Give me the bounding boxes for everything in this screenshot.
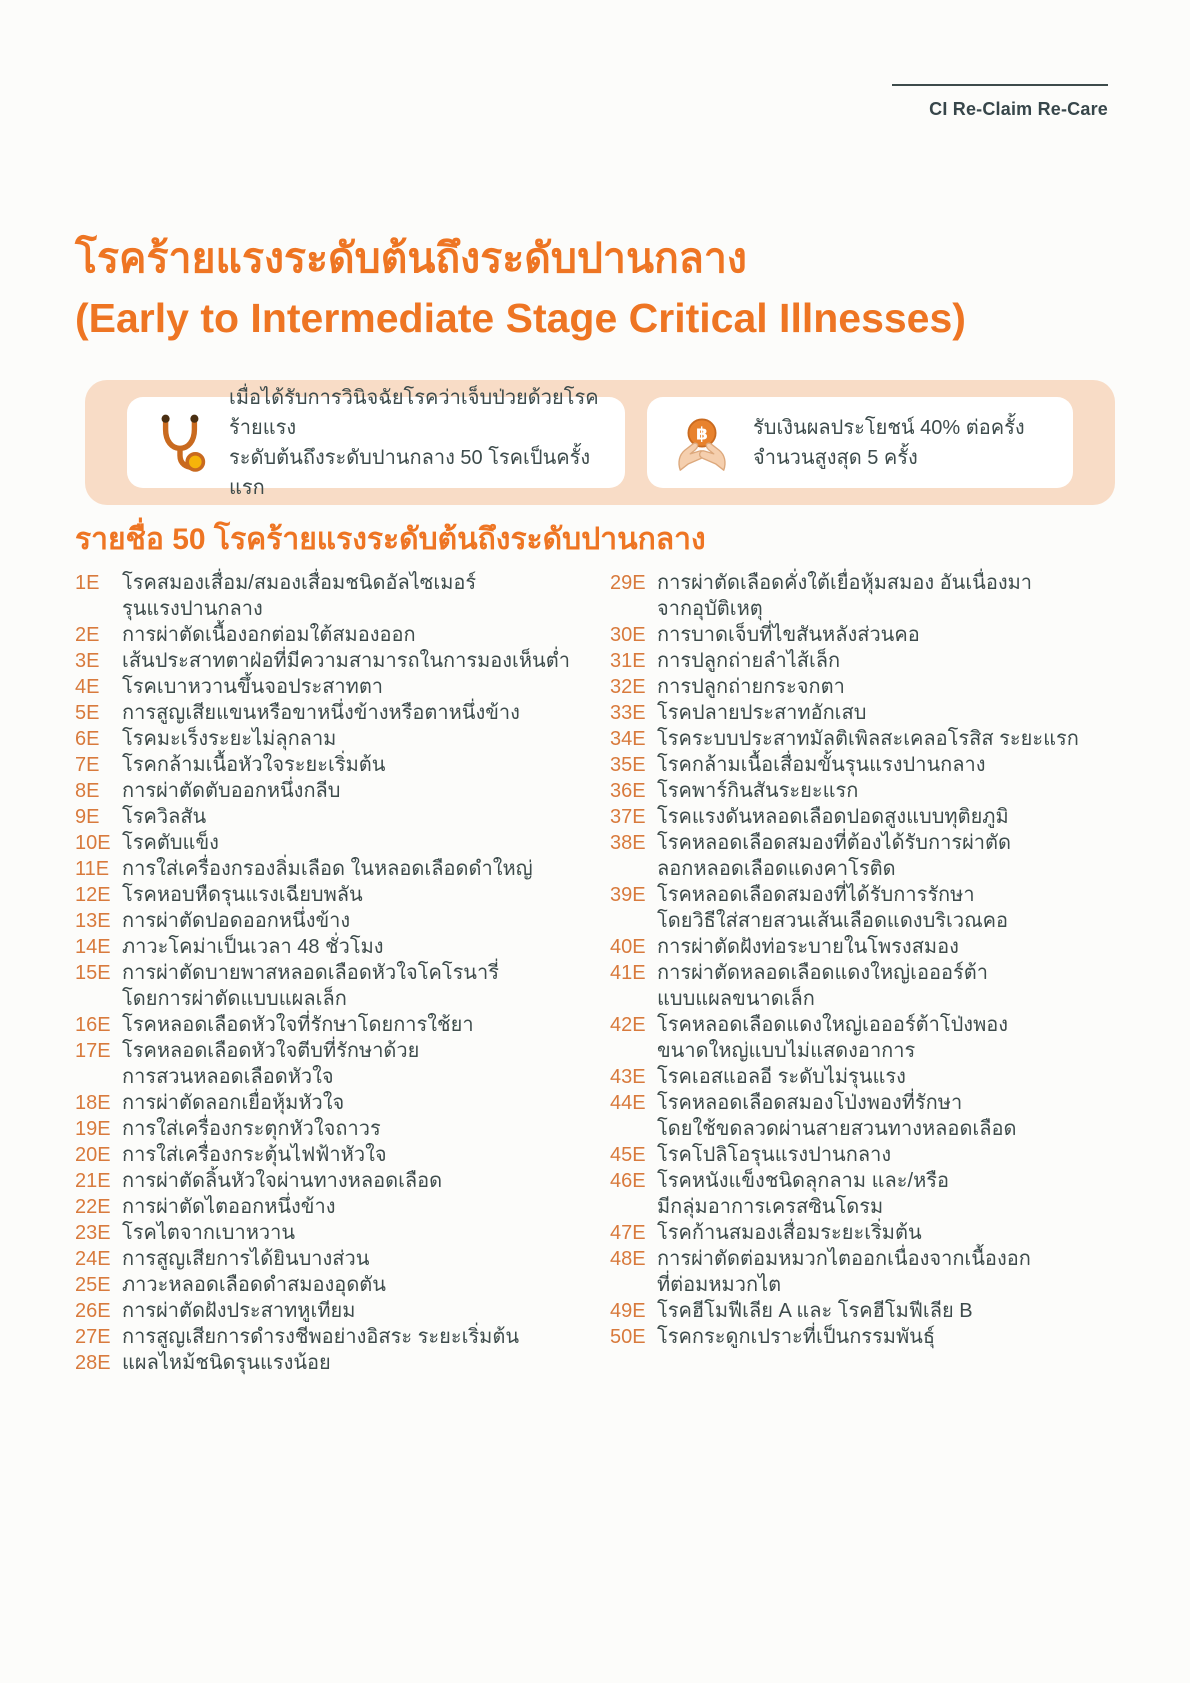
item-code: 29E xyxy=(610,572,646,594)
item-code: 43E xyxy=(610,1066,646,1088)
item-text xyxy=(122,1038,419,1090)
item-text-line: การใส่เครื่องกระตุกหัวใจถาวร xyxy=(122,1118,381,1140)
item-text xyxy=(657,674,845,700)
list-item xyxy=(75,1220,610,1246)
item-text-line: การผ่าตัดปอดออกหนึ่งข้าง xyxy=(122,910,351,932)
item-text xyxy=(122,674,383,700)
item-text-line: แบบแผลขนาดเล็ก xyxy=(657,988,815,1010)
item-code: 48E xyxy=(610,1248,646,1270)
item-text xyxy=(122,934,384,960)
item-text xyxy=(122,778,341,804)
item-code: 47E xyxy=(610,1222,646,1244)
item-text-line: โดยการผ่าตัดแบบแผลเล็ก xyxy=(122,988,347,1010)
item-code: 17E xyxy=(75,1040,111,1062)
item-text-line: การปลูกถ่ายลำไส้เล็ก xyxy=(657,650,841,672)
list-item xyxy=(610,648,1115,674)
list-item xyxy=(75,752,610,778)
item-text xyxy=(122,622,416,648)
list-item xyxy=(75,1038,610,1090)
item-code: 10E xyxy=(75,832,111,854)
list-item xyxy=(75,908,610,934)
item-code: 9E xyxy=(75,806,100,828)
list-item xyxy=(610,1090,1115,1142)
item-code: 22E xyxy=(75,1196,111,1218)
item-text xyxy=(122,1350,331,1376)
page-title-line1: โรคร้ายแรงระดับต้นถึงระดับปานกลาง xyxy=(75,235,747,281)
list-item xyxy=(610,1168,1115,1220)
item-text xyxy=(122,1272,386,1298)
item-code: 6E xyxy=(75,728,100,750)
item-text-line: ขนาดใหญ่แบบไม่แสดงอาการ xyxy=(657,1040,916,1062)
item-text-line: โรคหลอดเลือดสมองที่ได้รับการรักษา xyxy=(657,884,975,906)
item-text-line: การสวนหลอดเลือดหัวใจ xyxy=(122,1066,334,1088)
item-text-line: โรคพาร์กินสันระยะแรก xyxy=(657,780,859,802)
list-item xyxy=(610,570,1115,622)
list-item xyxy=(75,674,610,700)
item-code: 39E xyxy=(610,884,646,906)
item-text-line: การผ่าตัดบายพาสหลอดเลือดหัวใจโคโรนารี่ xyxy=(122,962,499,984)
item-code: 44E xyxy=(610,1092,646,1114)
list-item xyxy=(610,1246,1115,1298)
item-text xyxy=(122,960,499,1012)
item-code: 36E xyxy=(610,780,646,802)
brand-text: CI Re-Claim Re-Care xyxy=(929,99,1108,119)
item-text xyxy=(657,1298,973,1324)
item-code: 37E xyxy=(610,806,646,828)
item-text xyxy=(122,1324,519,1350)
item-text-line: โดยวิธีใส่สายสวนเส้นเลือดแดงบริเวณคอ xyxy=(657,910,1009,932)
item-code: 11E xyxy=(75,858,110,880)
item-text-line: การสูญเสียการได้ยินบางส่วน xyxy=(122,1248,370,1270)
item-text xyxy=(122,1168,442,1194)
list-item xyxy=(75,622,610,648)
item-text xyxy=(657,752,986,778)
item-text-line: ภาวะหลอดเลือดดำสมองอุดตัน xyxy=(122,1274,386,1296)
list-item xyxy=(75,856,610,882)
item-text-line: การผ่าตัดฝังท่อระบายในโพรงสมอง xyxy=(657,936,959,958)
list-item xyxy=(75,570,610,622)
benefit-card-payout xyxy=(647,397,1073,488)
item-text xyxy=(657,1246,1031,1298)
list-item xyxy=(75,1350,610,1376)
disease-list xyxy=(75,570,1115,1376)
list-item xyxy=(75,1090,610,1116)
item-text-line: การผ่าตัดฝังประสาทหูเทียม xyxy=(122,1300,356,1322)
list-item xyxy=(610,700,1115,726)
list-item xyxy=(610,726,1115,752)
item-code: 30E xyxy=(610,624,646,646)
list-item xyxy=(75,1246,610,1272)
item-text-line: โรคหนังแข็งชนิดลุกลาม และ/หรือ xyxy=(657,1170,950,1192)
item-text-line: โรคกล้ามเนื้อหัวใจระยะเริ่มต้น xyxy=(122,754,386,776)
benefit-text-line: เมื่อได้รับการวินิจฉัยโรคว่าเจ็บป่วยด้วยโรคร้ายแรง xyxy=(229,386,599,439)
item-text-line: โรคหอบหืดรุนแรงเฉียบพลัน xyxy=(122,884,363,906)
page-title-line2: (Early to Intermediate Stage Critical Illnesses) xyxy=(75,295,966,341)
item-text xyxy=(657,778,858,804)
item-text-line: โรคหลอดเลือดแดงใหญ่เอออร์ต้าโป่งพอง xyxy=(657,1014,1009,1036)
item-text xyxy=(657,1064,906,1090)
item-text-line: โรคฮีโมฟีเลีย A และ โรคฮีโมฟีเลีย B xyxy=(657,1300,973,1322)
item-text xyxy=(122,1220,295,1246)
item-code: 33E xyxy=(610,702,646,724)
list-item xyxy=(610,1324,1115,1350)
item-code: 31E xyxy=(610,650,646,672)
item-text-line: โรคแรงดันหลอดเลือดปอดสูงแบบทุติยภูมิ xyxy=(657,806,1009,828)
item-text-line: การใส่เครื่องกรองลิ่มเลือด ในหลอดเลือดดำใหญ่ xyxy=(122,858,533,880)
item-text-line: ลอกหลอดเลือดแดงคาโรติด xyxy=(657,858,896,880)
item-text xyxy=(657,1324,935,1350)
item-text-line: โรคตับแข็ง xyxy=(122,832,219,854)
item-code: 8E xyxy=(75,780,100,802)
item-text-line: เส้นประสาทตาฝ่อที่มีความสามารถในการมองเห็นต่ำ xyxy=(122,650,570,672)
list-item xyxy=(75,934,610,960)
brand-divider xyxy=(892,84,1108,86)
benefit-card-diagnosis xyxy=(127,386,625,499)
item-text-line: โรคโปลิโอรุนแรงปานกลาง xyxy=(657,1144,892,1166)
item-text-line: โรคหลอดเลือดสมองที่ต้องได้รับการผ่าตัด xyxy=(657,832,1012,854)
item-code: 15E xyxy=(75,962,111,984)
item-code: 50E xyxy=(610,1326,646,1348)
brand-block xyxy=(892,84,1108,120)
list-item xyxy=(610,1012,1115,1064)
list-item xyxy=(75,830,610,856)
item-code: 28E xyxy=(75,1352,111,1374)
item-text-line: โรคเอสแอลอี ระดับไม่รุนแรง xyxy=(657,1066,906,1088)
stethoscope-icon xyxy=(153,412,207,474)
item-text xyxy=(122,1116,381,1142)
list-item xyxy=(610,1298,1115,1324)
item-text xyxy=(657,960,988,1012)
item-text-line: การผ่าตัดไตออกหนึ่งข้าง xyxy=(122,1196,336,1218)
item-text-line: การสูญเสียการดำรงชีพอย่างอิสระ ระยะเริ่มต้น xyxy=(122,1326,520,1348)
item-code: 27E xyxy=(75,1326,111,1348)
item-text xyxy=(657,726,1079,752)
list-item xyxy=(75,1116,610,1142)
item-text-line: รุนแรงปานกลาง xyxy=(122,598,263,620)
benefit-text xyxy=(229,383,599,503)
list-item xyxy=(75,1298,610,1324)
benefit-text-line: จำนวนสูงสุด 5 ครั้ง xyxy=(753,446,918,469)
item-code: 40E xyxy=(610,936,646,958)
item-code: 25E xyxy=(75,1274,111,1296)
item-code: 13E xyxy=(75,910,111,932)
item-text-line: โรคไตจากเบาหวาน xyxy=(122,1222,296,1244)
list-item xyxy=(75,882,610,908)
list-item xyxy=(610,960,1115,1012)
item-code: 46E xyxy=(610,1170,646,1192)
item-text xyxy=(122,700,520,726)
item-code: 20E xyxy=(75,1144,111,1166)
item-text-line: การผ่าตัดต่อมหมวกไตออกเนื่องจากเนื้องอก xyxy=(657,1248,1031,1270)
item-text-line: การผ่าตัดตับออกหนึ่งกลีบ xyxy=(122,780,341,802)
item-text-line: โรคระบบประสาทมัลติเพิลสะเคลอโรสิส ระยะแรก xyxy=(657,728,1079,750)
item-code: 24E xyxy=(75,1248,111,1270)
list-item xyxy=(610,622,1115,648)
item-text xyxy=(122,908,350,934)
item-text-line: โรคหลอดเลือดหัวใจที่รักษาโดยการใช้ยา xyxy=(122,1014,474,1036)
benefit-text-line: รับเงินผลประโยชน์ 40% ต่อครั้ง xyxy=(753,416,1025,439)
item-text xyxy=(657,1168,949,1220)
list-item xyxy=(610,882,1115,934)
list-item xyxy=(75,726,610,752)
item-text xyxy=(657,622,920,648)
item-text-line: การผ่าตัดหลอดเลือดแดงใหญ่เอออร์ต้า xyxy=(657,962,989,984)
item-text xyxy=(122,882,363,908)
list-item xyxy=(610,752,1115,778)
item-code: 7E xyxy=(75,754,100,776)
item-code: 12E xyxy=(75,884,111,906)
item-code: 4E xyxy=(75,676,100,698)
item-text-line: ที่ต่อมหมวกไต xyxy=(657,1274,782,1296)
list-item xyxy=(75,778,610,804)
item-code: 5E xyxy=(75,702,100,724)
item-code: 32E xyxy=(610,676,646,698)
item-text-line: โดยใช้ขดลวดผ่านสายสวนทางหลอดเลือด xyxy=(657,1118,1017,1140)
item-text-line: การผ่าตัดเนื้องอกต่อมใต้สมองออก xyxy=(122,624,416,646)
list-item xyxy=(75,1324,610,1350)
item-text-line: โรคกระดูกเปราะที่เป็นกรรมพันธุ์ xyxy=(657,1326,936,1348)
item-text xyxy=(657,804,1009,830)
item-text xyxy=(122,1012,474,1038)
item-text-line: การสูญเสียแขนหรือขาหนึ่งข้างหรือตาหนึ่งข้าง xyxy=(122,702,520,724)
item-code: 38E xyxy=(610,832,646,854)
list-item xyxy=(75,648,610,674)
benefit-text-line: ระดับต้นถึงระดับปานกลาง 50 โรคเป็นครั้งแรก xyxy=(229,446,591,499)
item-text-line: โรคก้านสมองเสื่อมระยะเริ่มต้น xyxy=(657,1222,922,1244)
item-code: 3E xyxy=(75,650,100,672)
item-text xyxy=(122,1246,369,1272)
item-text xyxy=(122,726,336,752)
item-code: 45E xyxy=(610,1144,646,1166)
item-text xyxy=(122,856,533,882)
item-code: 42E xyxy=(610,1014,646,1036)
list-item xyxy=(610,778,1115,804)
item-code: 35E xyxy=(610,754,646,776)
item-code: 18E xyxy=(75,1092,111,1114)
item-text-line: การผ่าตัดลอกเยื่อหุ้มหัวใจ xyxy=(122,1092,345,1114)
list-item xyxy=(75,1142,610,1168)
item-text-line: การบาดเจ็บที่ไขสันหลังส่วนคอ xyxy=(657,624,920,646)
item-text xyxy=(657,1090,1017,1142)
item-code: 16E xyxy=(75,1014,111,1036)
item-text-line: โรคกล้ามเนื้อเสื่อมขั้นรุนแรงปานกลาง xyxy=(657,754,986,776)
item-text xyxy=(122,570,476,622)
item-text-line: โรคปลายประสาทอักเสบ xyxy=(657,702,867,724)
list-item xyxy=(610,934,1115,960)
item-text-line: การผ่าตัดลิ้นหัวใจผ่านทางหลอดเลือด xyxy=(122,1170,443,1192)
item-text xyxy=(122,1298,355,1324)
item-code: 23E xyxy=(75,1222,111,1244)
list-item xyxy=(610,804,1115,830)
svg-text:฿: ฿ xyxy=(696,422,708,443)
item-text-line: การผ่าตัดเลือดคั่งใต้เยื่อหุ้มสมอง อันเนื่องมา xyxy=(657,572,1033,594)
item-text-line: โรคสมองเสื่อม/สมองเสื่อมชนิดอัลไซเมอร์ xyxy=(122,572,477,594)
benefits-banner xyxy=(85,380,1115,505)
item-code: 21E xyxy=(75,1170,111,1192)
item-code: 1E xyxy=(75,572,100,594)
item-text-line: มีกลุ่มอาการเครสซินโดรม xyxy=(657,1196,884,1218)
item-text xyxy=(657,1220,922,1246)
item-text xyxy=(657,570,1032,622)
item-code: 19E xyxy=(75,1118,111,1140)
list-item xyxy=(75,1168,610,1194)
item-text xyxy=(122,1194,335,1220)
item-text xyxy=(122,1142,387,1168)
item-text xyxy=(122,752,385,778)
list-item xyxy=(610,1142,1115,1168)
item-code: 2E xyxy=(75,624,100,646)
item-text-line: การปลูกถ่ายกระจกตา xyxy=(657,676,845,698)
list-item xyxy=(610,1220,1115,1246)
disease-column-right xyxy=(610,570,1115,1376)
item-text-line: โรคหลอดเลือดสมองโป่งพองที่รักษา xyxy=(657,1092,963,1114)
list-item xyxy=(75,1012,610,1038)
list-item xyxy=(75,700,610,726)
benefit-text xyxy=(753,413,1025,473)
item-text-line: การใส่เครื่องกระตุ้นไฟฟ้าหัวใจ xyxy=(122,1144,387,1166)
item-text xyxy=(657,1012,1008,1064)
list-item xyxy=(75,960,610,1012)
item-code: 14E xyxy=(75,936,111,958)
list-item xyxy=(75,1194,610,1220)
item-code: 41E xyxy=(610,962,646,984)
item-text-line: แผลไหม้ชนิดรุนแรงน้อย xyxy=(122,1352,331,1374)
item-text-line: โรคเบาหวานขึ้นจอประสาทตา xyxy=(122,676,384,698)
item-text xyxy=(657,648,840,674)
item-code: 26E xyxy=(75,1300,111,1322)
item-text xyxy=(657,934,959,960)
disease-column-left xyxy=(75,570,610,1376)
item-text-line: โรควิลสัน xyxy=(122,806,207,828)
list-item xyxy=(75,804,610,830)
item-text-line: โรคมะเร็งระยะไม่ลุกลาม xyxy=(122,728,337,750)
item-code: 34E xyxy=(610,728,646,750)
item-text-line: ภาวะโคม่าเป็นเวลา 48 ชั่วโมง xyxy=(122,936,384,958)
item-text-line: จากอุบัติเหตุ xyxy=(657,598,763,620)
item-text xyxy=(122,804,206,830)
page-title xyxy=(75,228,966,348)
item-text xyxy=(657,830,1011,882)
section-heading: รายชื่อ 50 โรคร้ายแรงระดับต้นถึงระดับปานกลาง xyxy=(75,523,706,556)
list-item xyxy=(75,1272,610,1298)
item-text xyxy=(122,830,219,856)
coin-hands-icon xyxy=(673,414,731,472)
list-item xyxy=(610,830,1115,882)
item-text xyxy=(122,1090,344,1116)
item-text-line: โรคหลอดเลือดหัวใจตีบที่รักษาด้วย xyxy=(122,1040,420,1062)
item-text xyxy=(657,882,1008,934)
item-text xyxy=(657,700,866,726)
list-item xyxy=(610,1064,1115,1090)
item-text xyxy=(122,648,570,674)
list-item xyxy=(610,674,1115,700)
item-code: 49E xyxy=(610,1300,646,1322)
item-text xyxy=(657,1142,891,1168)
